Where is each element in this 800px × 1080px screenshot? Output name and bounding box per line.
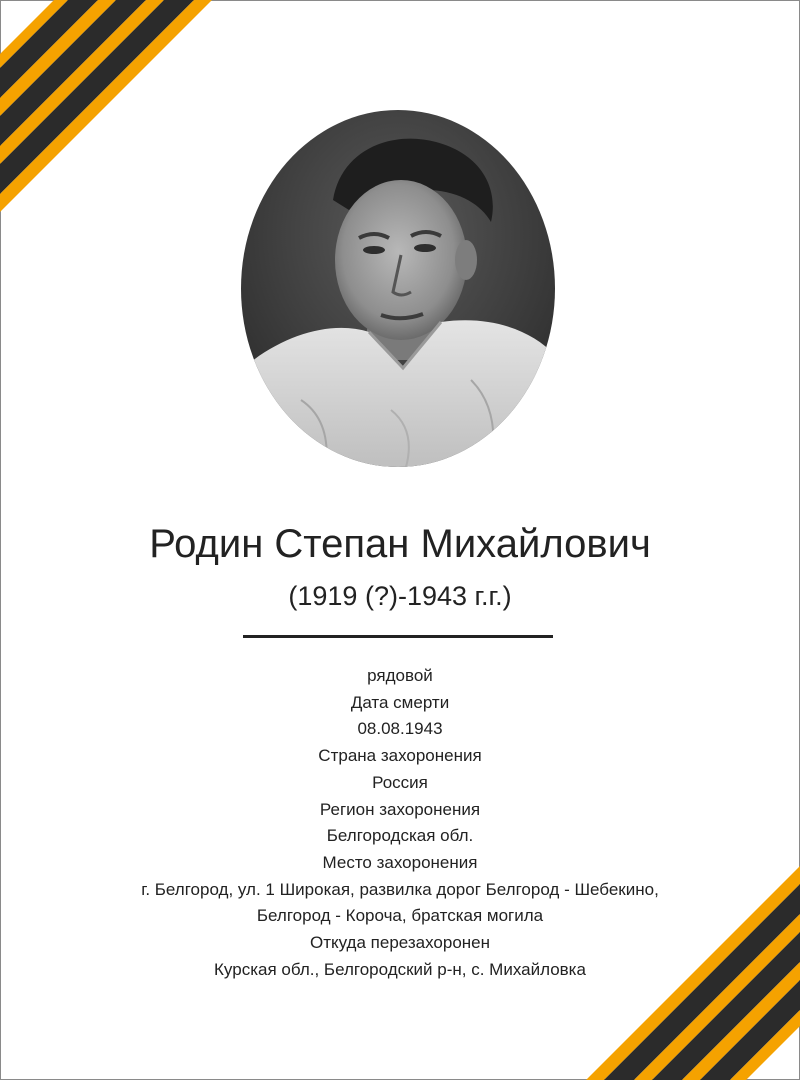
detail-line-burial-place-2: Белгород - Короча, братская могила [256, 906, 544, 926]
details-block [0, 663, 800, 983]
soldier-portrait-photo [241, 110, 555, 467]
detail-line-death-date-label: Дата смерти [350, 692, 450, 712]
detail-line-burial-region: Белгородская обл. [326, 826, 474, 846]
detail-line-burial-country: Россия [372, 772, 428, 792]
detail-line-death-date: 08.08.1943 [357, 719, 443, 739]
detail-line-burial-country-label: Страна захоронения [318, 746, 482, 766]
detail-line-burial-region-label: Регион захоронения [319, 799, 481, 819]
detail-line-burial-place-label: Место захоронения [322, 852, 478, 872]
life-years: (1919 (?)-1943 г.г.) [288, 581, 512, 611]
divider-line [243, 635, 553, 638]
detail-line-burial-place-1: г. Белгород, ул. 1 Широкая, развилка дорог Белгород - Шебекино, [141, 879, 659, 899]
person-name: Родин Степан Михайлович [149, 522, 651, 566]
detail-line-reburied-from: Курская обл., Белгородский р-н, с. Михайловка [214, 959, 586, 979]
detail-line-rank: рядовой [367, 666, 433, 685]
detail-line-reburied-from-label: Откуда перезахоронен [309, 933, 491, 953]
